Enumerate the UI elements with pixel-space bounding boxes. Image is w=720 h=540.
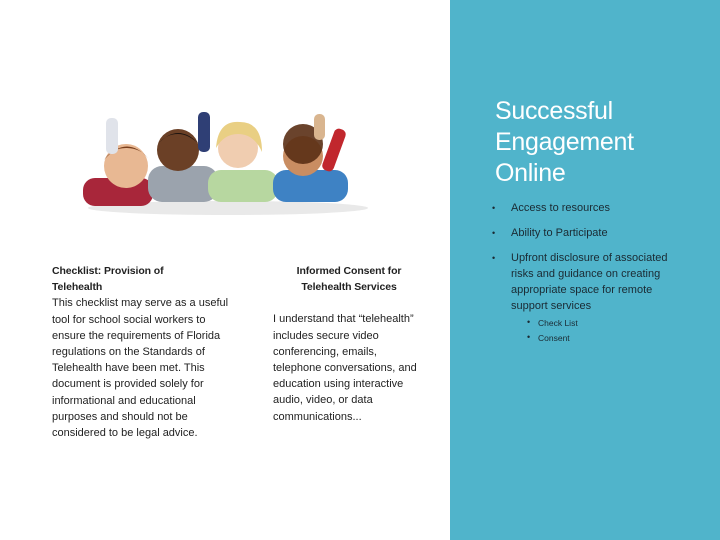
sub-bullet-text: Check List (538, 318, 578, 328)
sub-bullet-item (511, 316, 690, 331)
consent-heading-line2: Telehealth Services (301, 281, 397, 294)
panel-title-line3: Online (495, 159, 566, 187)
sub-bullet-dot-icon: • (527, 317, 531, 327)
consent-heading (273, 263, 425, 295)
bullet-dot-icon: • (492, 228, 496, 238)
checklist-body: This checklist may serve as a useful tool for school social workers to ensure the requirements of Florida regulations on the Standards of Telehealth have been met. This document is provided solely for informational and educational purposes and should not be considered to be legal advice. (52, 297, 229, 440)
bullet-item (490, 200, 690, 216)
bullet-text: Upfront disclosure of associated risks and guidance on creating appropriate space for remote support services (511, 252, 668, 312)
sub-bullets (511, 316, 690, 346)
engagement-panel (450, 0, 720, 540)
children-photo-illustration (78, 108, 378, 216)
panel-title (495, 96, 695, 189)
bullet-text: Ability to Participate (511, 227, 608, 239)
checklist-heading-line1: Checklist: Provision of (52, 265, 164, 277)
bullet-dot-icon: • (492, 203, 496, 213)
bullet-item (490, 225, 690, 241)
checklist-heading-line2: Telehealth (52, 281, 103, 294)
engagement-bullets (490, 200, 690, 355)
sub-bullet-text: Consent (538, 333, 570, 343)
bullet-item (490, 250, 690, 346)
sub-bullet-dot-icon: • (527, 332, 531, 342)
checklist-section (52, 263, 230, 441)
panel-title-line2: Engagement (495, 128, 634, 156)
children-photo (78, 108, 378, 216)
consent-section (273, 263, 425, 425)
panel-title-line1: Successful (495, 97, 613, 125)
sub-bullet-item (511, 331, 690, 346)
consent-heading-line1: Informed Consent for (296, 265, 402, 277)
bullet-text: Access to resources (511, 202, 611, 214)
consent-body: I understand that “telehealth” includes secure video conferencing, emails, telephone conversations, and education using interactive audio, video, or data communications... (273, 313, 417, 423)
bullet-dot-icon: • (492, 253, 496, 263)
checklist-heading (52, 263, 230, 295)
